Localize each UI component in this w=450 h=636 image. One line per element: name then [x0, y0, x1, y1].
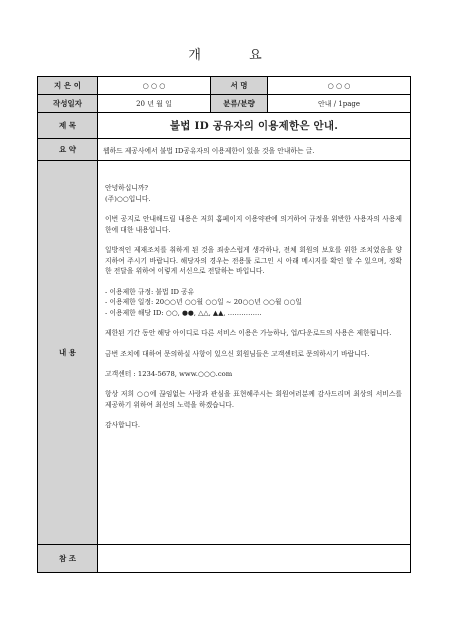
author-row — [38, 77, 411, 95]
date-value: 20 년 월 일 — [98, 95, 211, 113]
subject-value: 불법 ID 공유자의 이용제한은 안내. — [98, 113, 411, 139]
paragraph-1: 이번 공지로 안내해드릴 내용은 저희 홈페이지 이용약관에 의거하여 규정을 위반한 사용자의 사용제한에 대한 내용입니다. — [105, 214, 402, 234]
list-item: - 이용제한 일정: 20○○년 ○○월 ○○일 ~ 20○○년 ○○월 ○○일 — [105, 298, 302, 307]
publisher-label: 서 명 — [211, 77, 268, 95]
paragraph-3: 제한된 기간 동안 해당 아이디로 다른 서비스 이용은 가능하나, 업/다운로드의 사용은 제한됩니다. — [105, 329, 392, 338]
content-row — [38, 161, 411, 545]
contact-line: 고객센터 : 1234-5678, www.○○○.com — [105, 369, 233, 378]
closing-line: 감사합니다. — [105, 421, 140, 430]
restriction-list — [105, 287, 402, 319]
subject-label: 제 목 — [38, 113, 98, 139]
reference-value — [98, 545, 411, 573]
page-title: 개 요 — [188, 48, 284, 63]
list-item: - 이용제한 해당 ID: ○○, ●●, △△, ▲▲, …………… — [105, 308, 262, 317]
summary-value: 웹하드 제공사에서 불법 ID공유자의 이용제한이 있을 것을 안내하는 글. — [98, 139, 411, 161]
date-label: 작성일자 — [38, 95, 98, 113]
publisher-value: ○ ○ ○ — [268, 77, 411, 95]
paragraph-4: 금번 조치에 대하여 문의하실 사항이 있으신 회원님들은 고객센터로 문의하시기 바랍니다. — [105, 349, 370, 358]
content-label: 내 용 — [38, 161, 98, 545]
category-label: 분류/분량 — [211, 95, 268, 113]
date-row — [38, 95, 411, 113]
greeting-line-1: 안녕하십니까? — [105, 184, 149, 192]
reference-row — [38, 545, 411, 573]
summary-table — [37, 76, 411, 573]
reference-label: 참 조 — [38, 545, 98, 573]
summary-label: 요 약 — [38, 139, 98, 161]
content-body — [98, 161, 411, 545]
paragraph-5: 항상 저희 ○○에 끊임없는 사랑과 관심을 표현해주시는 회원여러분께 감사드리며 최상의 서비스를 제공하기 위하여 최선의 노력을 하겠습니다. — [105, 390, 402, 409]
author-value: ○ ○ ○ — [98, 77, 211, 95]
greeting-line-2: (주)○○입니다. — [105, 194, 151, 203]
category-value: 안내 / 1page — [268, 95, 411, 113]
paragraph-2: 일방적인 제재조치를 취하게 된 것을 죄송스럽게 생각하나, 전체 회원의 보호를 위한 조치였음을 양지하여 주시기 바랍니다. 해당자의 경우는 전용툴 로그인 시 아래 메시지를 확인 할 수 있으며, 정확한 전달을 위하여 이렇게 서신으로 전달하는 바입니다. — [105, 245, 402, 276]
author-label: 지 은 이 — [38, 77, 98, 95]
list-item: - 이용제한 규정: 불법 ID 공유 — [105, 287, 195, 296]
summary-row — [38, 139, 411, 161]
subject-row — [38, 113, 411, 139]
